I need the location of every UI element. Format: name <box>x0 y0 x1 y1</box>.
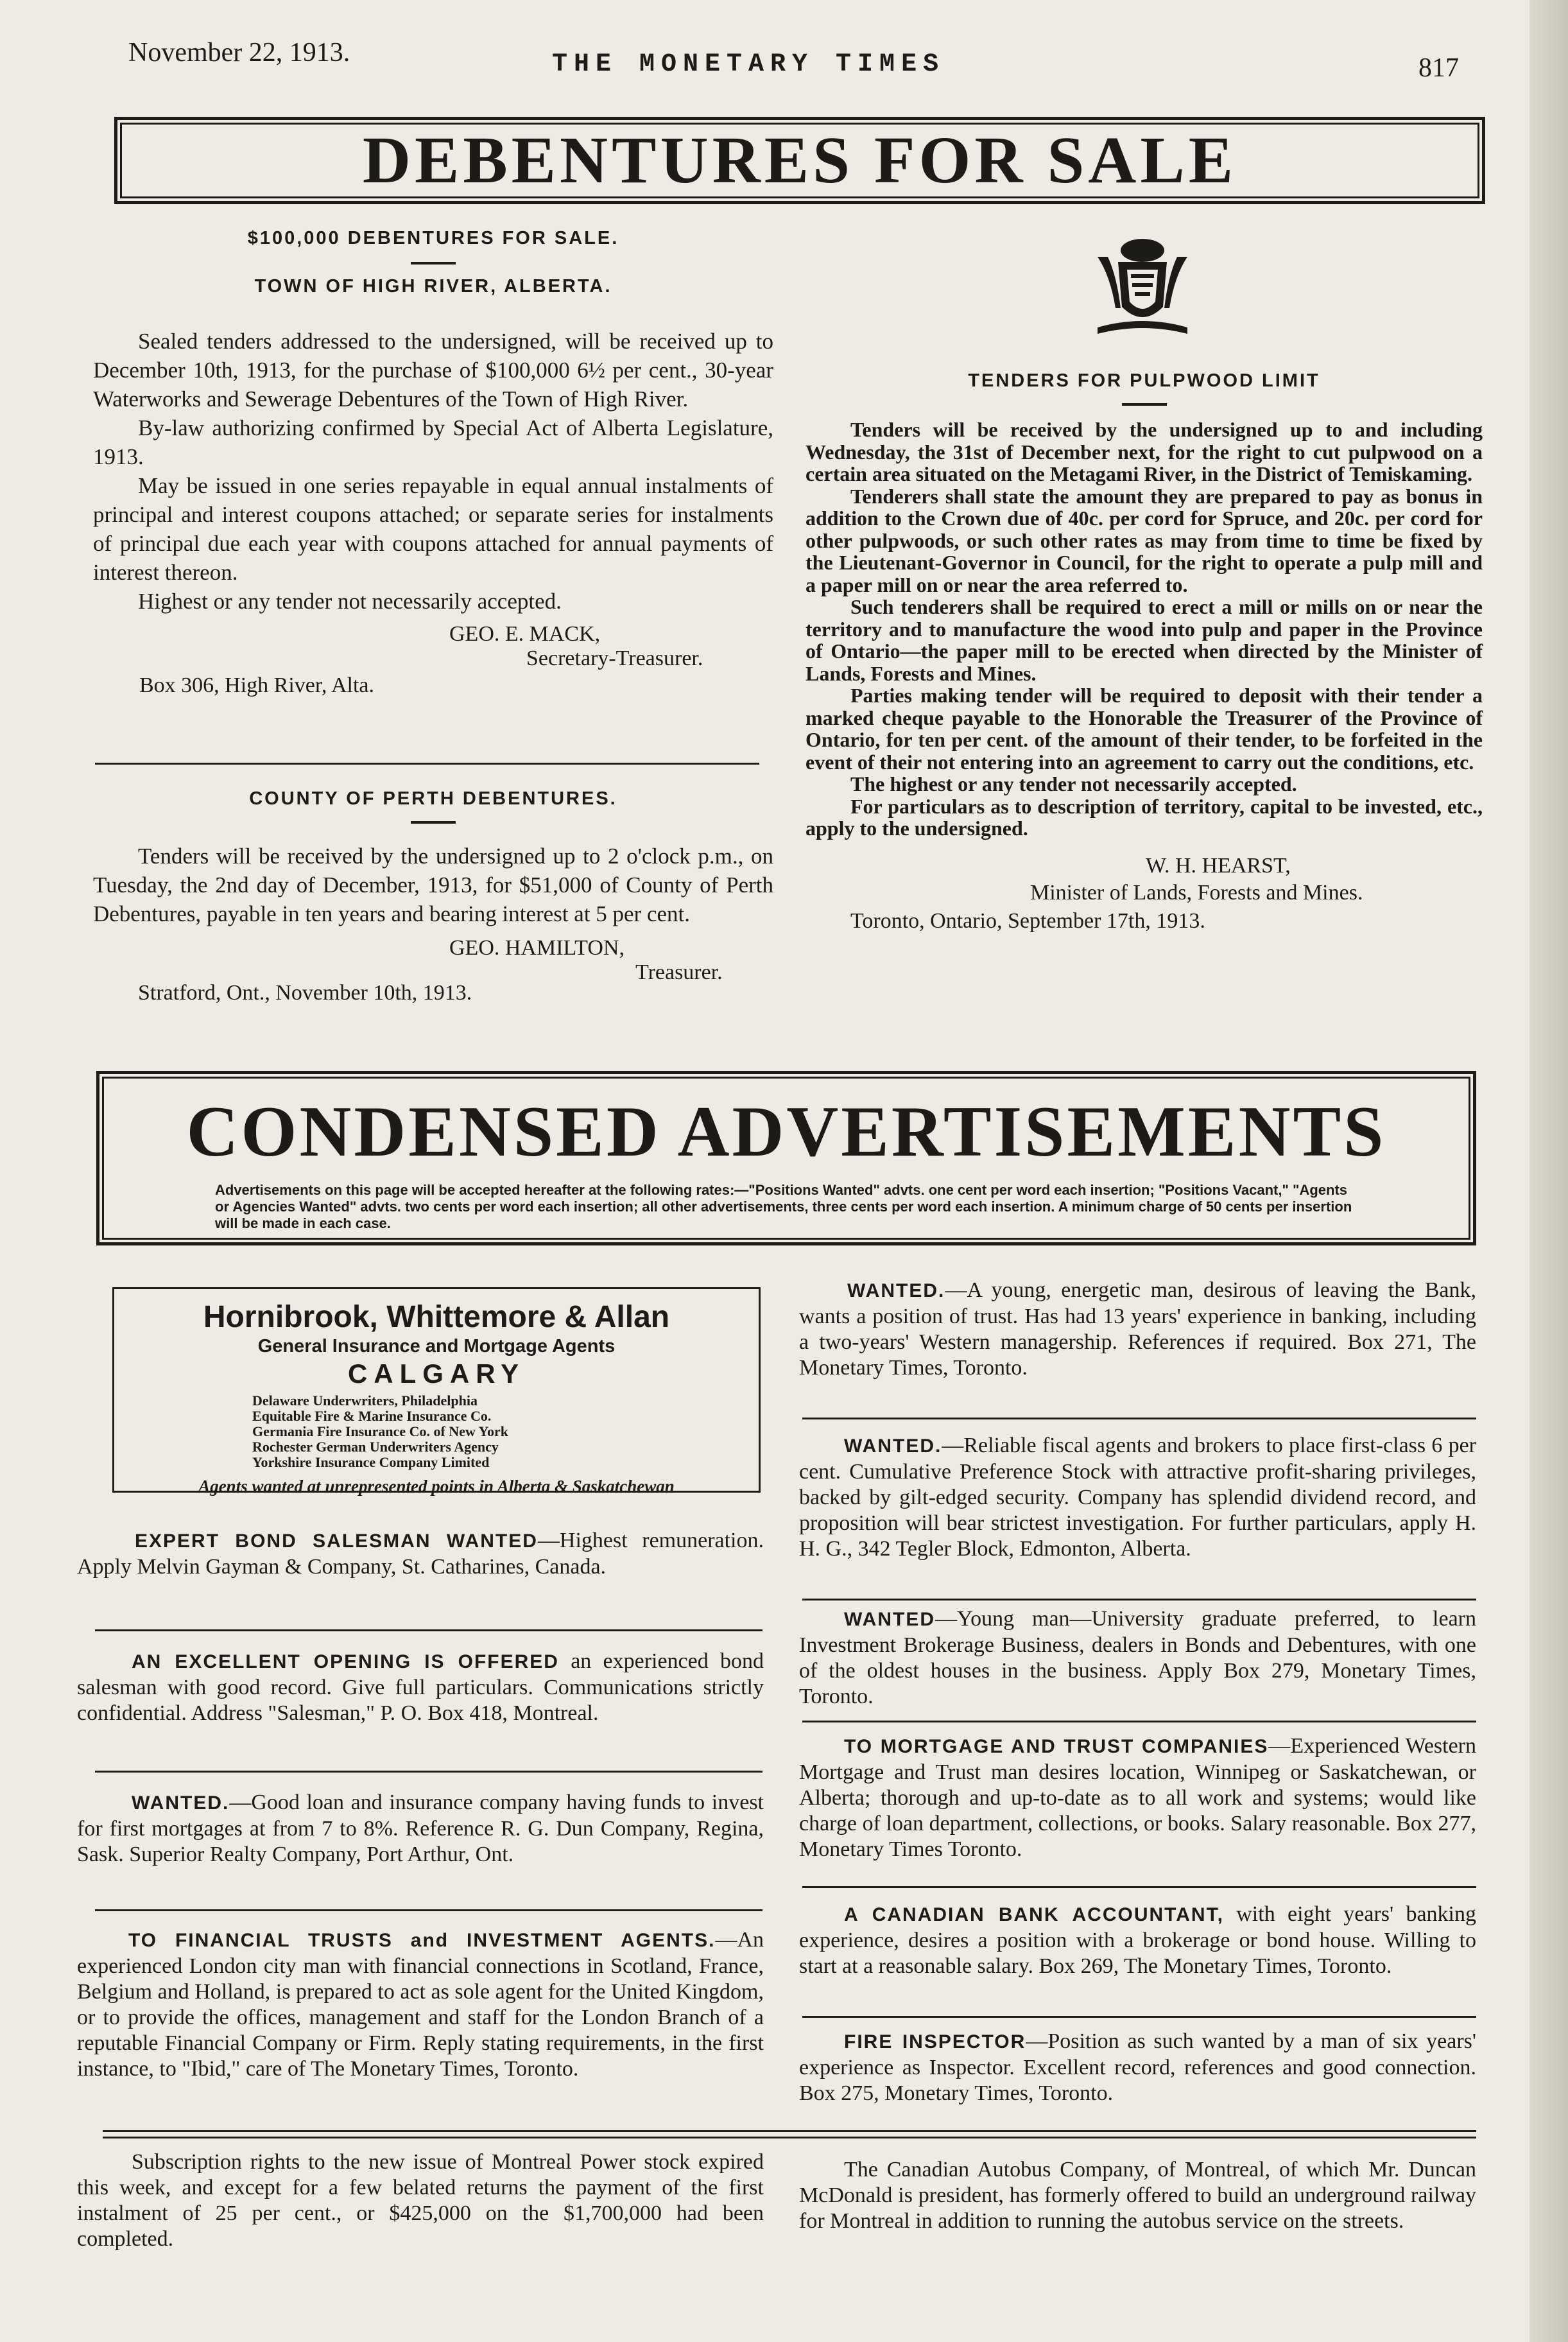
pulpwood-body <box>806 419 1483 840</box>
signatory-name: GEO. HAMILTON, <box>449 936 625 960</box>
classified-ad <box>799 1433 1476 1562</box>
paragraph: Tenders will be received by the undersigned up to and including Wednesday, the 31st of December next, for the right to cut pulpwood on a certain area situated on the Metagami River, in the District of Temiskaming. <box>806 418 1483 485</box>
paragraph: For particulars as to description of territory, capital to be invested, etc., apply to the undersigned. <box>806 794 1483 840</box>
section-divider <box>103 2137 1476 2138</box>
ad-divider <box>95 1629 762 1631</box>
paragraph: Subscription rights to the new issue of Montreal Power stock expired this week, and except for a few belated returns the payment of the first instalment of 25 per cent., or $425,000 on the $1,700,000 had been completed. <box>77 2150 764 2251</box>
paragraph: The highest or any tender not necessarily accepted. <box>850 772 1297 795</box>
classified-ad <box>77 1528 764 1580</box>
signatory-title: Minister of Lands, Forests and Mines. <box>1030 880 1363 905</box>
ad-divider <box>802 1721 1476 1722</box>
ad-lead: WANTED. <box>132 1792 230 1814</box>
ad-divider <box>95 1909 762 1911</box>
firm-name: Hornibrook, Whittemore & Allan <box>203 1300 670 1334</box>
ad-divider <box>802 2016 1476 2018</box>
condensed-title: CONDENSED ADVERTISEMENTS <box>186 1092 1386 1172</box>
ad-lead: AN EXCELLENT OPENING IS OFFERED <box>132 1651 559 1672</box>
agency-line: Yorkshire Insurance Company Limited <box>252 1454 490 1470</box>
signatory-name: W. H. HEARST, <box>1146 853 1291 878</box>
notice-address: Toronto, Ontario, September 17th, 1913. <box>850 908 1205 933</box>
signatory-title: Secretary-Treasurer. <box>526 646 703 670</box>
perth-notice <box>93 788 773 1005</box>
signatory-name: GEO. E. MACK, <box>449 622 601 646</box>
ad-divider <box>802 1599 1476 1600</box>
high-river-heading-town: TOWN OF HIGH RIVER, ALBERTA. <box>254 276 612 297</box>
paragraph: May be issued in one series repayable in equal annual instalments of principal and interest coupons attached; or separate series for instalments of principal due each year with coupons attached for annual payments of interest thereon. <box>93 473 773 585</box>
divider <box>1122 403 1167 406</box>
column-divider <box>95 763 759 765</box>
ad-text: —Position as such wanted by a man of six years' experience as Inspector. Excellent record, references and good connection. Box 275, Monetary Times, Toronto. <box>799 2029 1476 2105</box>
ad-divider <box>802 1418 1476 1419</box>
firm-description: General Insurance and Mortgage Agents <box>257 1336 616 1357</box>
paragraph: Sealed tenders addressed to the undersigned, will be received up to December 10th, 1913, for the purchase of $100,000 6½ per cent., 30-year Waterworks and Sewerage Debentures of the Town of High River. <box>93 329 773 412</box>
classified-ad <box>799 1278 1476 1381</box>
classified-ad <box>77 1790 764 1868</box>
perth-body <box>93 842 773 928</box>
agency-line: Rochester German Underwriters Agency <box>252 1439 499 1455</box>
ad-lead: A CANADIAN BANK ACCOUNTANT, <box>844 1904 1224 1925</box>
ontario-coat-of-arms-icon <box>1091 231 1194 337</box>
ad-text: an experienced bond salesman with good record. Give full particulars. Communications strictly confidential. Address "Salesman," P. O. Box 418, Montreal. <box>77 1649 764 1725</box>
classified-ad <box>799 1606 1476 1710</box>
debentures-banner <box>114 117 1485 204</box>
paragraph: Parties making tender will be required to deposit with their tender a marked cheque payable to the Honorable the Treasurer of the Province of Ontario, for ten per cent. of the amount of their tender, to be forfeited in the event of their not entering into an agreement to carry out the conditions, etc. <box>806 684 1483 774</box>
news-item <box>77 2149 764 2252</box>
ad-text: —Reliable fiscal agents and brokers to place first-class 6 per cent. Cumulative Preference Stock with attractive profit-sharing privileges, backed by gilt-edged security. Company has splendid dividend record, and proposition will bear strictest investigation. For further particulars, apply H. H. G., 342 Tegler Block, Edmonton, Alberta. <box>799 1434 1476 1561</box>
notice-address: Box 306, High River, Alta. <box>139 673 375 697</box>
agency-line: Germania Fire Insurance Co. of New York <box>252 1423 509 1439</box>
paragraph: The Canadian Autobus Company, of Montreal, of which Mr. Duncan McDonald is president, has formerly offered to build an underground railway for Montreal in addition to running the autobus service on the streets. <box>799 2158 1476 2233</box>
ad-text: —A young, energetic man, desirous of leaving the Bank, wants a position of trust. Has had 13 years' experience in banking, including a two-years' Western managership. References if required. Box 271, The Monetary Times, Toronto. <box>799 1278 1476 1380</box>
issue-date: November 22, 1913. <box>128 38 350 67</box>
section-divider <box>103 2130 1476 2132</box>
ad-divider <box>95 1771 762 1773</box>
banner-title: DEBENTURES FOR SALE <box>362 123 1237 197</box>
ad-text: —Highest remuneration. Apply Melvin Gayman & Company, St. Catharines, Canada. <box>77 1529 764 1579</box>
paragraph: Tenderers shall state the amount they are prepared to pay as bonus in addition to the Crown due of 40c. per cord for Spruce, and 20c. per cord for other pulpwoods, or such other rates as may from time to time be fixed by the Lieutenant-Governor in Council, for the right to operate a pulp mill and a paper mill on or near the area referred to. <box>806 484 1483 596</box>
ad-text: —An experienced London city man with financial connections in Scotland, France, Belgium and Holland, is prepared to act as sole agent for the United Kingdom, or to provide the offices, management and staff for the London Branch of a reputable Financial Company or Firm. Reply stating requirements, in the first instance, to "Ibid," care of The Monetary Times, Toronto. <box>77 1928 764 2081</box>
firm-agencies <box>252 1393 759 1470</box>
classified-ad <box>77 1649 764 1726</box>
divider <box>411 262 456 265</box>
high-river-body <box>93 327 773 616</box>
classified-ad <box>77 1927 764 2082</box>
ad-lead: TO FINANCIAL TRUSTS and INVESTMENT AGENTS. <box>128 1930 716 1951</box>
ad-lead: WANTED <box>844 1609 935 1630</box>
ad-lead: WANTED. <box>844 1436 942 1457</box>
paragraph: Such tenderers shall be required to erect a mill or mills on or near the territory and to manufacture the wood into pulp and paper in the Province of Ontario—the paper mill to be erected when directed by the Minister of Lands, Forests and Mines. <box>806 595 1483 685</box>
high-river-notice <box>93 228 773 698</box>
notice-address: Stratford, Ont., November 10th, 1913. <box>138 981 472 1005</box>
firm-city: CALGARY <box>347 1358 526 1389</box>
ad-text: —Experienced Western Mortgage and Trust man desires location, Winnipeg or Saskatchewan, or Alberta; thorough and up-to-date as to all work and systems; would like charge of loan department, collections, or books. Salary reasonable. Box 277, Monetary Times Toronto. <box>799 1734 1476 1861</box>
high-river-heading-amount: $100,000 DEBENTURES FOR SALE. <box>247 228 619 248</box>
classified-ad <box>799 1902 1476 1979</box>
ad-lead: WANTED. <box>847 1280 945 1301</box>
pulpwood-heading: TENDERS FOR PULPWOOD LIMIT <box>968 370 1320 391</box>
firm-card <box>112 1287 761 1496</box>
condensed-ads-banner <box>96 1071 1476 1245</box>
signatory-title: Treasurer. <box>635 960 723 984</box>
perth-heading: COUNTY OF PERTH DEBENTURES. <box>249 788 617 809</box>
rates-note: Advertisements on this page will be accepted hereafter at the following rates:—"Positions Wanted" advts. one cent per word each insertion; "Positions Vacant," "Agents or Agencies Wanted" advts. two cents per word each insertion; all other advertisements, three cents per word each insertion. A minimum charge of 50 cents per insertion will be made in each case. <box>215 1182 1352 1231</box>
classified-ad <box>799 2029 1476 2106</box>
divider <box>411 821 456 824</box>
ad-lead: FIRE INSPECTOR <box>844 2031 1026 2052</box>
news-item <box>799 2157 1476 2234</box>
page-number: 817 <box>1418 53 1459 83</box>
ad-divider <box>802 1886 1476 1888</box>
ad-text: with eight years' banking experience, desires a position with a brokerage or bond house. Willing to start at a reasonable salary. Box 269, The Monetary Times, Toronto. <box>799 1902 1476 1978</box>
agency-line: Delaware Underwriters, Philadelphia <box>252 1392 478 1409</box>
paragraph: Highest or any tender not necessarily accepted. <box>138 589 562 614</box>
publication-title: THE MONETARY TIMES <box>552 50 945 79</box>
ad-lead: EXPERT BOND SALESMAN WANTED <box>135 1531 538 1552</box>
firm-agents-wanted: Agents wanted at unrepresented points in Alberta & Saskatchewan <box>198 1477 675 1496</box>
agency-line: Equitable Fire & Marine Insurance Co. <box>252 1408 492 1424</box>
ad-lead: TO MORTGAGE AND TRUST COMPANIES <box>844 1736 1269 1757</box>
ad-text: —Young man—University graduate preferred, to learn Investment Brokerage Business, dealers in Bonds and Debentures, with one of the oldest houses in the business. Apply Box 279, Monetary Times, Toronto. <box>799 1607 1476 1708</box>
pulpwood-notice <box>806 370 1483 933</box>
ad-text: —Good loan and insurance company having funds to invest for first mortgages at from 7 to 8%. Reference R. G. Dun Company, Regina, Sask. Superior Realty Company, Port Arthur, Ont. <box>77 1791 764 1866</box>
paragraph: By-law authorizing confirmed by Special Act of Alberta Legislature, 1913. <box>93 415 773 469</box>
paragraph: Tenders will be received by the undersigned up to 2 o'clock p.m., on Tuesday, the 2nd day of December, 1913, for $51,000 of County of Perth Debentures, payable in ten years and bearing interest at 5 per cent. <box>93 844 773 926</box>
classified-ad <box>799 1733 1476 1862</box>
binding-gutter <box>1529 0 1568 2342</box>
